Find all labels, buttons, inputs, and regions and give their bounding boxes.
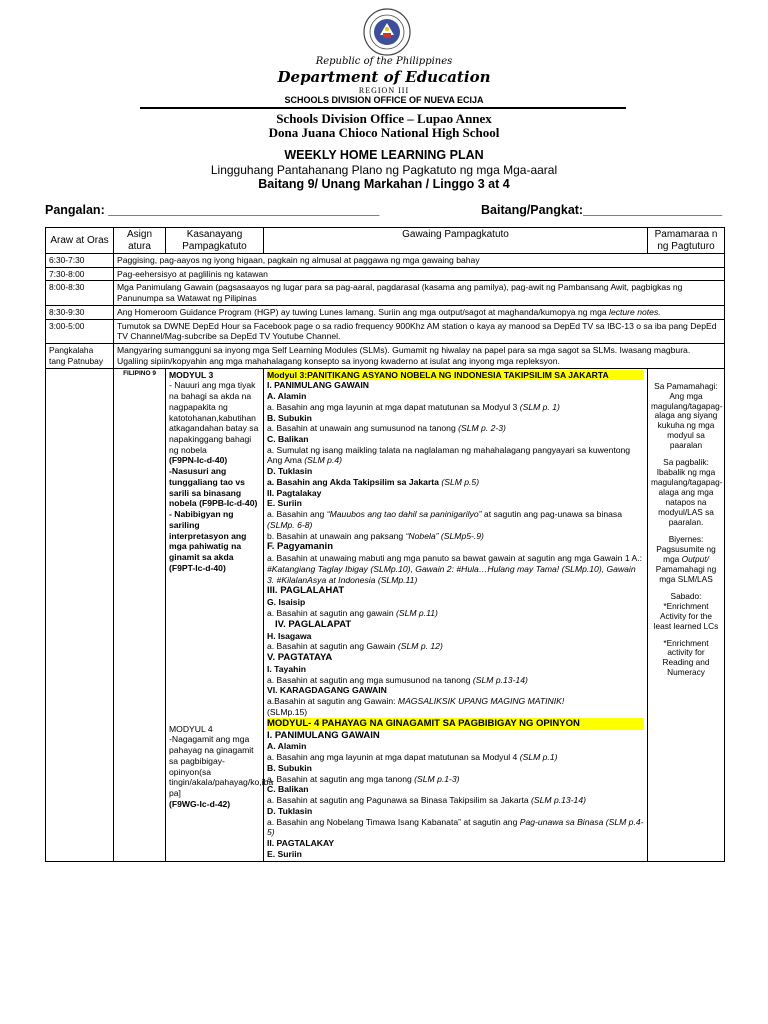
header-day-time: Araw at Oras [46, 228, 114, 254]
step-label: F. Pagyamanin [267, 541, 333, 553]
method-cell [648, 368, 725, 861]
step-label: C. Balikan [267, 434, 309, 445]
module3-title: Modyul 3:PANITIKANG ASYANO NOBELA NG INDONESIA TAKIPSILIM SA JAKARTA [267, 370, 644, 381]
step-text: b. Basahin at unawain ang paksang “Nobela” (SLMp5-.9) [267, 530, 484, 541]
step-text: a. Basahin at unawaing mabuti ang mga panuto sa bawat gawain at sagutin ang mga Gawain 1 A.: #Katangiang Taglay Ibigay (SLMp.10), Gawain 2: #Hula…Hulang may Tama! (SLMp.10), Gawain 3. #KilalanAsya at Indonesia (SLMp.11) [267, 553, 643, 585]
office-text: Schools Division Office – Lupao Annex [276, 111, 492, 126]
department-title: Department of Education [277, 68, 491, 86]
method-enrichment: *Enrichment activity for Reading and Numeracy [662, 637, 710, 678]
activity-cell: Paggising, pag-aayos ng iyong higaan, pagkain ng almusal at paggawa ng mga gawaing bahay [114, 254, 725, 268]
competency-cell [166, 368, 274, 861]
table-row [46, 254, 725, 268]
step-label: G. Isaisip [267, 597, 306, 608]
step-text: a. Basahin at sagutin ang mga sumusunod na tanong (SLM p.13-14) [267, 674, 528, 685]
step-text: a.Basahin at sagutin ang Gawain: MAGSALIKSIK UPANG MAGING MATINIK! [267, 696, 565, 707]
competency-m3-code3: (F9PT-Ic-d-40) [169, 562, 226, 573]
grade-section-field: Baitang/Pangkat:____________________ [481, 203, 723, 217]
empty-time-cell [46, 368, 114, 861]
step-label: B. Subukin [267, 762, 312, 773]
section-heading: III. PAGLALAHAT [267, 585, 345, 597]
time-cell: Pangkalaha tang Patnubay [46, 344, 114, 368]
method-friday: Biyernes: Pagsusumite ng mga Output/ Pamamahagi ng mga SLM/LAS [655, 533, 717, 584]
section-heading: I. PANIMULANG GAWAIN [267, 729, 380, 741]
method-return: Sa pagbalik: Ibabalik ng mga magulang/tagapag-alaga ang mga natapos na modyul/LAS sa paaralan. [651, 457, 723, 527]
step-text: a. Basahin at sagutin ang Pagunawa sa Binasa Takipsilim sa Jakarta (SLM p.13-14) [267, 795, 586, 806]
time-cell: 6:30-7:30 [46, 254, 114, 268]
competency-m4-title: MODYUL 4 [169, 723, 213, 734]
competency-m3-text3: - Nabibigyan ng sariling interpretasyon ang mga pahiwatig na ginamit sa akda [169, 509, 247, 563]
section-heading: IV. PAGLALAPAT [275, 618, 352, 630]
step-text: a. Basahin ang mga layunin at mga dapat matutunan sa Modyul 3 (SLM p. 1) [267, 401, 560, 412]
time-cell: 8:30-9:30 [46, 305, 114, 319]
step-ref: (SLMp.15) [267, 706, 308, 717]
table-header-row [46, 228, 725, 254]
activity-text: Ang Homeroom Guidance Program (HGP) ay tuwing Lunes lamang. Suriin ang mga output/sagot at maghanda/kumopya ng mga [117, 306, 607, 317]
step-label: D. Tuklasin [267, 805, 313, 816]
step-label: A. Alamin [267, 391, 307, 402]
step-text: a. Basahin at unawain ang sumusunod na tanong (SLM p. 2-3) [267, 423, 506, 434]
step-label: A. Alamin [267, 741, 307, 752]
activity-cell: Mga Panimulang Gawain (pagsasaayos ng lugar para sa pag-aaral, pagdarasal (kasama ang pamilya), pag-awit ng Pambansang Awit, pagbigkas ng Panunumpa sa Watawat ng Pilipinas [114, 281, 725, 305]
division-text: SCHOOLS DIVISION OFFICE OF NUEVA ECIJA [284, 95, 484, 105]
module4-title: MODYUL- 4 PAHAYAG NA GINAGAMIT SA PAGBIBIGAY NG OPINYON [267, 718, 644, 730]
method-saturday: Sabado: *Enrichment Activity for the least learned LCs [653, 590, 719, 631]
step-label: C. Balikan [267, 784, 309, 795]
section-heading: II. Pagtalakay [267, 487, 322, 498]
time-cell: 7:30-8:00 [46, 267, 114, 281]
competency-m3-text1: - Nauuri ang mga tiyak na bahagi sa akda na nagpapakita ng katotohanan,kabutihan atkagandahan batay sa napakinggang bahagi ng nobela [169, 380, 259, 455]
time-cell: 8:00-8:30 [46, 281, 114, 305]
step-label: E. Suriin [267, 848, 302, 859]
section-heading: V. PAGTATAYA [267, 652, 333, 664]
step-label: D. Tuklasin [267, 466, 313, 477]
activity-cell: Tumutok sa DWNE DepEd Hour sa Facebook page o sa radio frequency 900Khz AM station o kaya ay manood sa DepEd TV sa IBC-13 o sa iba pang DepEd TV Channel/Mag-subcribe sa DepEd TV Youtube Channel. [114, 319, 725, 343]
subject-cell: FILIPINO 9 [114, 368, 166, 861]
step-text: a. Basahin at sagutin ang mga tanong (SLM p.1-3) [267, 773, 460, 784]
section-heading: II. PAGTALAKAY [267, 838, 335, 849]
competency-m3-code1: (F9PN-Ic-d-40) [169, 455, 228, 466]
step-text: a. Basahin at sagutin ang Gawain (SLM p. 12) [267, 641, 443, 652]
section-heading: VI. KARAGDAGANG GAWAIN [267, 685, 387, 696]
activities-cell [264, 368, 648, 861]
learning-plan-table [45, 227, 725, 862]
table-row [46, 281, 725, 305]
activity-cell: Pag-eehersisyo at paglilinis ng katawan [114, 267, 725, 281]
step-label: E. Suriin [267, 498, 302, 509]
competency-m4-text: -Nagagamit ang mga pahayag na ginagamit sa pagbibigay-opinyon(sa tingin/akala/pahayag/ko,iba pa] [169, 734, 274, 798]
school-name: Dona Juana Chioco National High School [268, 125, 500, 140]
step-text: a. Basahin ang Nobelang Timawa Isang Kabanata” at sagutin ang Pag-unawa sa Binasa (SLM p.4-5) [267, 816, 644, 838]
step-label: B. Subukin [267, 412, 312, 423]
step-text: a. Basahin ang Akda Takipsilim sa Jakarta (SLM p.5) [267, 476, 480, 487]
republic-text: Republic of the Philippines [315, 56, 453, 67]
activity-cell: Mangyaring sumangguni sa inyong mga Self Learning Modules (SLMs). Gumamit ng hiwalay na papel para sa mga sagot sa SLMs. Iwasang magbura. Ugaliing sipiin/kopyahin ang mga mahahalagang konsepto sa inyong kwaderno at isulat ang inyong mga repleksyon. [114, 344, 725, 368]
table-row [46, 267, 725, 281]
header-activity: Gawaing Pampagkatuto [264, 228, 648, 254]
section-heading: I. PANIMULANG GAWAIN [267, 380, 370, 391]
step-text: a. Basahin ang mga layunin at mga dapat matutunan sa Modyul 4 (SLM p.1) [267, 752, 558, 763]
table-row [46, 344, 725, 368]
filipino-row [46, 368, 725, 861]
table-row [46, 319, 725, 343]
competency-m3-text2: -Nasusuri ang tunggaliang tao vs sarili sa binasang nobela (F9PB-Ic-d-40) [169, 466, 258, 509]
name-field: Pangalan: _______________________________________ [45, 203, 380, 217]
table-row [46, 305, 725, 319]
activity-italic: lecture notes. [609, 306, 661, 317]
step-label: H. Isagawa [267, 630, 312, 641]
deped-seal-logo [363, 8, 411, 56]
header-divider [140, 107, 626, 109]
time-cell: 3:00-5:00 [46, 319, 114, 343]
activity-cell [114, 305, 725, 319]
header-method: Pamamaraa n ng Pagtuturo [648, 228, 725, 254]
header-subject: Asign atura [114, 228, 166, 254]
step-label: I. Tayahin [267, 664, 306, 674]
competency-m3-title: MODYUL 3 [169, 369, 214, 380]
region-text: REGION III [358, 86, 410, 95]
step-text: a. Basahin at sagutin ang gawain (SLM p.11) [267, 608, 438, 619]
step-text: a. Basahin ang “Mauubos ang tao dahil sa paninigarilyo” at sagutin ang pag-unawa sa binasa (SLMp. 6-8) [267, 509, 622, 530]
method-distribution: Sa Pamamahagi: Ang mga magulang/tagapag-alaga ang siyang kukuha ng mga modyul sa paaralan [651, 380, 723, 451]
competency-m4-code: (F9WG-Ic-d-42) [169, 798, 231, 809]
grade-quarter: Baitang 9/ Unang Markahan / Linggo 3 at 4 [258, 177, 510, 191]
plan-title: WEEKLY HOME LEARNING PLAN [284, 148, 484, 162]
header-competency: Kasanayang Pampagkatuto [166, 228, 264, 254]
step-text: a. Sumulat ng isang maikling talata na naglalaman ng mahahalagang pangyayari sa kuwentong Ang Ama (SLM p.4) [267, 444, 631, 466]
plan-subtitle: Lingguhang Pantahanang Plano ng Pagkatuto ng mga Mga-aaral [210, 163, 558, 177]
